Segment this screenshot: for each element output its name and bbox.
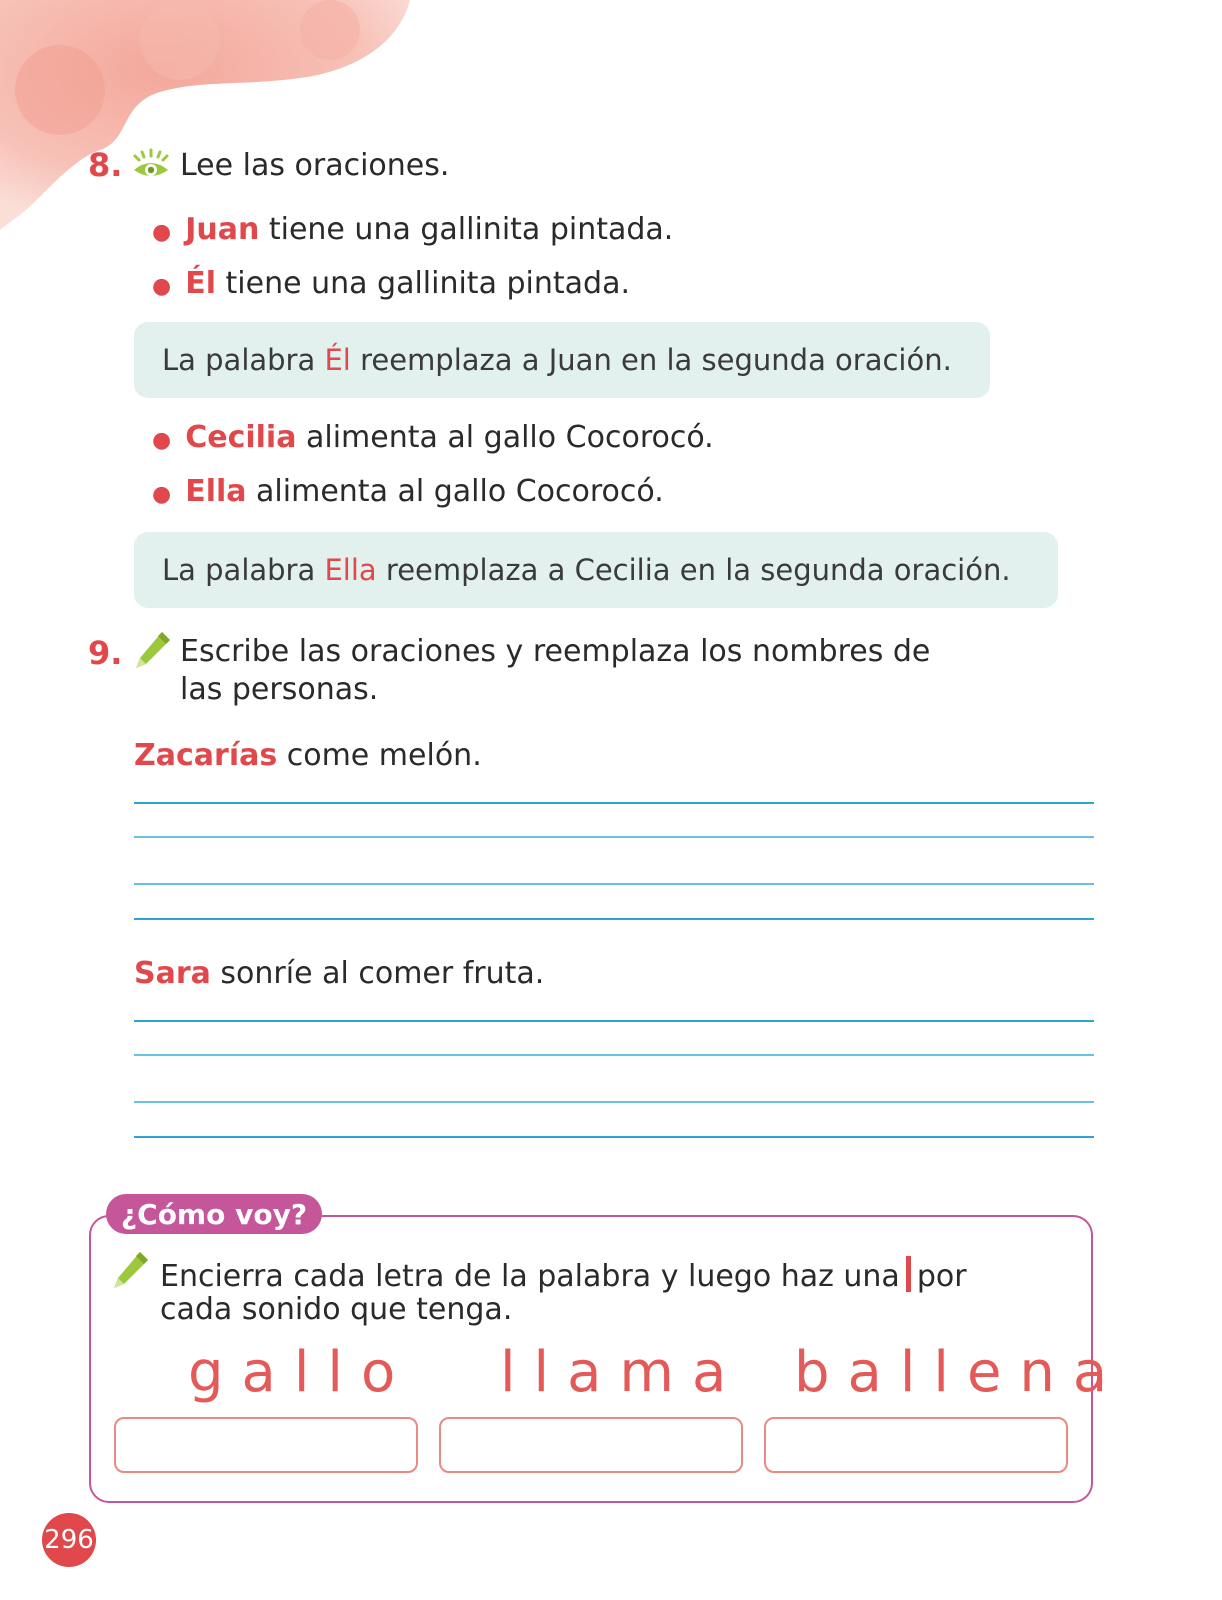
bullet: ● xyxy=(152,482,172,507)
sentence-item xyxy=(152,212,673,247)
answer-box-gallo[interactable] xyxy=(114,1417,418,1473)
note-text-post: reemplaza a Juan en la segunda oración. xyxy=(350,343,952,377)
writing-line-guide xyxy=(134,1101,1094,1103)
note-text-pre: La palabra xyxy=(162,343,325,377)
note-highlight-word: Ella xyxy=(324,553,377,587)
sentence-rest: tiene una gallinita pintada. xyxy=(259,212,674,247)
answer-box-ballena[interactable] xyxy=(764,1417,1068,1473)
subject-name: Zacarías xyxy=(134,738,278,773)
self-check-tag: ¿Cómo voy? xyxy=(106,1194,322,1234)
explanation-note-1 xyxy=(134,322,990,398)
writing-line[interactable] xyxy=(134,1136,1094,1138)
exercise-9-number: 9. xyxy=(88,634,123,672)
sentence-rest: tiene una gallinita pintada. xyxy=(215,266,630,301)
vertical-mark-icon xyxy=(906,1256,911,1292)
sentence-rest: alimenta al gallo Cocorocó. xyxy=(246,474,664,509)
writing-line[interactable] xyxy=(134,802,1094,804)
prompt-sentence-1 xyxy=(134,738,482,773)
self-check-instruction-line1 xyxy=(160,1256,967,1294)
pencil-icon xyxy=(132,630,172,672)
word-ballena: ballena xyxy=(794,1340,1126,1405)
sentence-rest: come melón. xyxy=(277,738,482,773)
subject-name: Sara xyxy=(134,956,211,991)
exercise-8-instruction: Lee las oraciones. xyxy=(180,148,450,183)
instruction-text: Encierra cada letra de la palabra y luego haz una xyxy=(160,1259,900,1294)
subject-name: Cecilia xyxy=(185,420,297,455)
explanation-note-2 xyxy=(134,532,1058,608)
watercolor-decoration xyxy=(0,0,430,240)
exercise-8-number: 8. xyxy=(88,146,123,184)
subject-name: Juan xyxy=(185,212,260,247)
bullet: ● xyxy=(152,220,172,245)
subject-pronoun: Él xyxy=(185,266,216,301)
writing-line[interactable] xyxy=(134,1020,1094,1022)
note-text-post: reemplaza a Cecilia en la segunda oración. xyxy=(376,553,1011,587)
exercise-9-instruction-line2: las personas. xyxy=(180,672,379,707)
exercise-9-instruction-line1: Escribe las oraciones y reemplaza los nombres de xyxy=(180,634,931,669)
note-text-pre: La palabra xyxy=(162,553,325,587)
word-gallo: gallo xyxy=(188,1340,414,1405)
answer-box-llama[interactable] xyxy=(439,1417,743,1473)
sentence-item xyxy=(152,266,630,301)
eye-icon xyxy=(132,148,170,182)
writing-line-guide xyxy=(134,883,1094,885)
bullet: ● xyxy=(152,428,172,453)
sentence-rest: alimenta al gallo Cocorocó. xyxy=(296,420,714,455)
subject-pronoun: Ella xyxy=(185,474,247,509)
writing-line-guide xyxy=(134,836,1094,838)
bullet: ● xyxy=(152,274,172,299)
sentence-item xyxy=(152,474,664,509)
prompt-sentence-2 xyxy=(134,956,544,991)
self-check-instruction-line2: cada sonido que tenga. xyxy=(160,1292,513,1327)
page-number: 296 xyxy=(42,1513,96,1567)
instruction-text: por xyxy=(916,1259,967,1294)
note-highlight-word: Él xyxy=(324,343,351,377)
pencil-icon xyxy=(110,1250,150,1292)
sentence-rest: sonríe al comer fruta. xyxy=(210,956,545,991)
writing-line-guide xyxy=(134,1054,1094,1056)
word-llama: llama xyxy=(500,1340,745,1405)
writing-line[interactable] xyxy=(134,918,1094,920)
sentence-item xyxy=(152,420,714,455)
